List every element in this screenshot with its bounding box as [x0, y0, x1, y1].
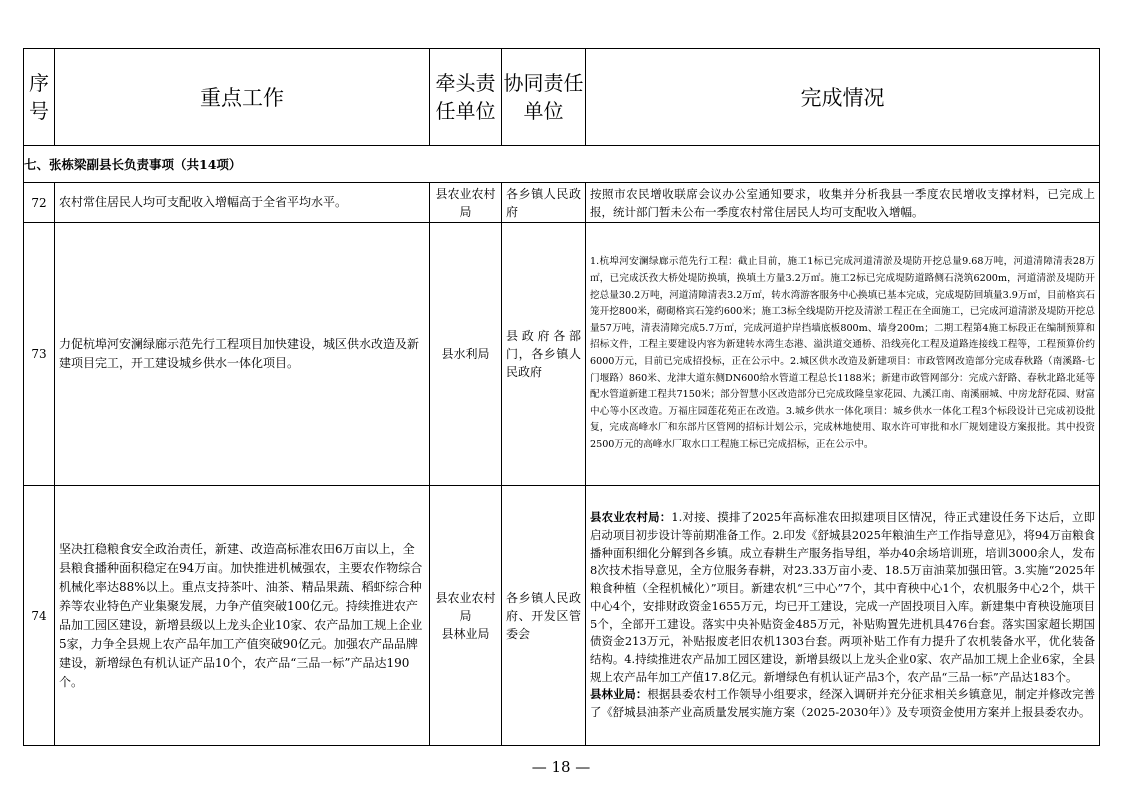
header-coop: 协同责任单位 — [502, 49, 586, 146]
row-coop: 县政府各部门，各乡镇人民政府 — [502, 223, 586, 486]
table-row — [24, 486, 1100, 746]
row-coop: 各乡镇人民政府 — [502, 183, 586, 223]
row-no: 74 — [24, 486, 55, 746]
work-progress-table — [23, 48, 1100, 746]
row-work: 坚决扛稳粮食安全政治责任，新建、改造高标准农田6万亩以上，全县粮食播种面积稳定在94万亩。加快推进机械强农，主要农作物综合机械化率达88%以上。重点支持茶叶、油茶、精品果蔬、稻虾综合种养等农业特色产业集聚发展，力争产值突破100亿元。持续推进农产品加工园区建设，新增县级以上龙头企业10家、农产品加工规上企业5家，力争全县规上农产品年加工产值突破90亿元。加强农产品品牌建设，新增绿色有机认证产品10个，农产品“三品一标”产品达190个。 — [55, 486, 430, 746]
row-work: 农村常住居民人均可支配收入增幅高于全省平均水平。 — [55, 183, 430, 223]
header-lead: 牵头责任单位 — [430, 49, 502, 146]
table-row — [24, 223, 1100, 486]
status-text-agri: 1.对接、摸排了2025年高标准农田拟建项目区情况，待正式建设任务下达后，立即启动项目初步设计等前期准备工作。2.印发《舒城县2025年粮油生产工作指导意见》，将94万亩粮食播种面积细化分解到各乡镇。成立春耕生产服务指导组，举办40余场培训班，培训3000余人，发布8次技术指导意见，全方位服务春耕，对23.33万亩小麦、18.5万亩油菜加强田管。3.实施“2025年粮食种植（全程机械化）”项目。新建农机“三中心”7个，其中育秧中心1个，农机服务中心2个，烘干中心4个，安排财政资金1655万元，均已开工建设，完成一产固投项目入库。新建集中育秧设施项目5个，全部开工建设。落实中央补贴资金485万元，补贴购置先进机具476台套。落实国家超长期国债资金213万元，补贴报废老旧农机1303台套。两项补贴工作有力提升了农机装备水平，优化装备结构。4.持续推进农产品加工园区建设，新增县级以上龙头企业0家、农产品加工规上企业6家，全县规上农产品年加工产值17.8亿元。新增绿色有机认证产品3个，农产品“三品一标”产品达183个。 — [590, 510, 1095, 684]
header-work: 重点工作 — [55, 49, 430, 146]
page-number: — 18 — — [531, 758, 591, 776]
header-status: 完成情况 — [586, 49, 1100, 146]
row-work: 力促杭埠河安澜绿廊示范先行工程项目加快建设，城区供水改造及新建项目完工，开工建设城乡供水一体化项目。 — [55, 223, 430, 486]
row-lead: 县农业农村局 — [430, 183, 502, 223]
row-no: 72 — [24, 183, 55, 223]
section-row — [24, 146, 1100, 183]
row-lead: 县水利局 — [430, 223, 502, 486]
section-title: 七、张栋梁副县长负责事项（共14项） — [24, 146, 1100, 183]
table-header-row — [24, 49, 1100, 146]
row-lead — [430, 486, 502, 746]
row-no: 73 — [24, 223, 55, 486]
table-row — [24, 183, 1100, 223]
row-lead-primary: 县农业农村局 — [435, 590, 496, 623]
status-label-agri: 县农业农村局： — [590, 510, 672, 525]
row-coop: 各乡镇人民政府、开发区管委会 — [502, 486, 586, 746]
row-lead-secondary: 县林业局 — [441, 626, 490, 641]
status-text-forestry: 根据县委农村工作领导小组要求，经深入调研并充分征求相关乡镇意见，制定并修改完善了《舒城县油茶产业高质量发展实施方案（2025-2030年）》及专项资金使用方案并上报县委农办。 — [590, 687, 1095, 720]
status-label-forestry: 县林业局： — [590, 687, 648, 702]
row-status — [586, 486, 1100, 746]
row-status: 1.杭埠河安澜绿廊示范先行工程：截止目前，施工1标已完成河道清淤及堤防开挖总量9.68万吨，河道清障清表28万㎡，已完成沃孜大桥处堤防换填，换填土方量3.2万㎡。施工2标已完成堤防道路侧石浇筑6200m，河道清淤及堤防开挖总量30.2万吨，河道清障清表3.2万㎡，转水湾游客服务中心换填已基本完成，完成堤防回填量3.9万㎡，目前格宾石笼开挖800米，砌砌格宾石笼约600米；施工3标全线堤防开挖及清淤工程正在全面施工，已完成河道清淤及堤防开挖总量57万吨，清表清障完成5.7万㎡，完成河道护岸挡墙底板800m、墙身200m；二期工程第4施工标段正在编制预算和招标文件，工程主要建设内容为新建转水湾生态港、溢洪道交通桥、沿线亮化工程及道路连接线工程等，工程预算价约6000万元，目前已完成招投标，正在公示中。2.城区供水改造及新建项目：市政管网改造部分完成春秋路（南溪路-七门堰路）860米、龙津大道东侧DN600给水管道工程总长1188米；新建市政管网部分：完成六舒路、春秋北路北延等配水管道新建工程共7150米；部分智慧小区改造部分已完成玫隆皇家花园、九溪江南、南溪丽城、中房龙舒花园、财富中心等小区改造。万福庄园莲花苑正在改造。3.城乡供水一体化项目：城乡供水一体化工程3个标段设计已完成初设批复，完成高峰水厂和东部片区管网的招标计划公示，完成林地使用、取水许可审批和水厂规划建设方案报批。其中投资2500万元的高峰水厂取水口工程施工标已完成招标，正在公示中。 — [586, 223, 1100, 486]
header-no: 序号 — [24, 49, 55, 146]
row-status: 按照市农民增收联席会议办公室通知要求，收集并分析我县一季度农民增收支撑材料，已完成上报，统计部门暂未公布一季度农村常住居民人均可支配收入增幅。 — [586, 183, 1100, 223]
